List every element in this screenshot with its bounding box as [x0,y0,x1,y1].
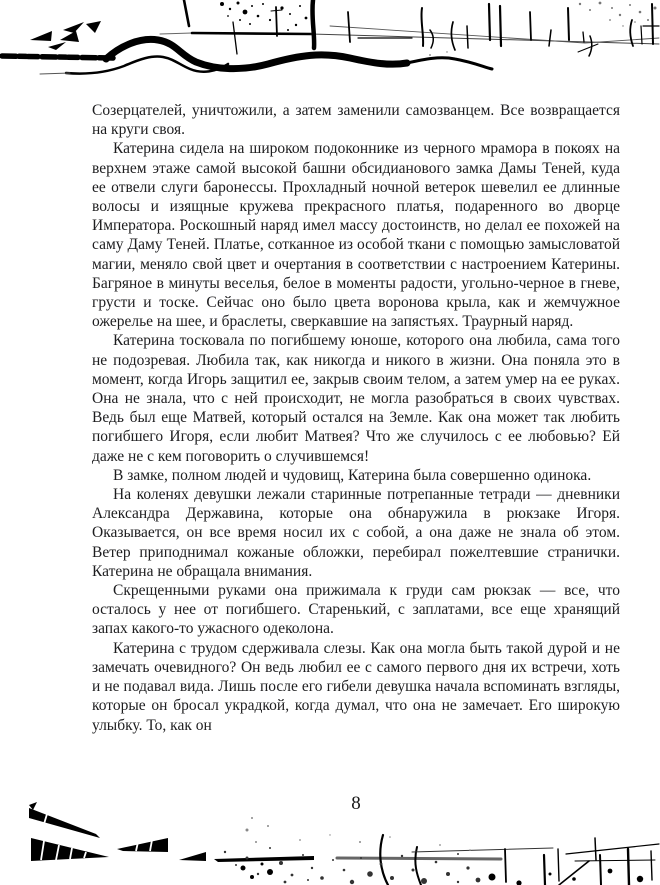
paragraph: На коленях девушки лежали старинные потрепанные тетради — дневники Александра Державина, которые она обнаружила в рюкзаке Игоря. Оказывается, он все время носил их с собой, а она даже не знала об этом. Ветер приподнимал кожаные обложки, перебирал пожелтевшие странички. Катерина не обращала внимания. [92,486,620,580]
paragraph: Катерина тосковала по погибшему юноше, которого она любила, сама того не подозревая. Любила так, как никогда и никого в жизни. Она поняла это в момент, когда Игорь защитил ее, закрыв своим телом, а затем умер на ее руках. Она не знала, что с ней происходит, не могла разобраться в своих чувствах. Ведь был еще Матвей, который остался на Земле. Как она может так любить погибшего Игоря, если любит Матвея? Что же случилось с ее любовью? Ей даже не с кем поговорить о случившемся! [92,332,620,465]
paragraph: Созерцателей, уничтожили, а затем заменили самозванцем. Все возвращается на круги своя. [92,102,620,139]
paragraph: Катерина сидела на широком подоконнике из черного мрамора в покоях на верхнем этаже самой высокой башни обсидианового замка Дамы Теней, куда ее отвели слуги баронессы. Прохладный ночной ветерок шевелил ее длинные волосы и изящные кружева прекрасного платья, подаренного во дворце Императора. Роскошный наряд имел массу достоинств, но делал ее похожей на саму Даму Теней. Платье, сотканное из особой ткани с помощью замысловатой магии, меняло свой цвет и очертания в соответствии с настроением Катерины. Багряное в минуты веселья, белое в моменты радости, угольно-черное в гневе, грусти и тоске. Сейчас оно было цвета воронова крыла, как и жемчужное ожерелье на шее, и браслеты, сверкавшие на запястьях. Траурный наряд. [92,140,620,331]
paragraph: Катерина с трудом сдерживала слезы. Как она могла быть такой дурой и не замечать очевидного? Он ведь любил ее с самого первого дня их встречи, хоть и не подавал вида. Лишь после его гибели девушка начала вспоминать взгляды, которые он бросал украдкой, когда думал, что она не замечает. Его широкую улыбку. То, как он [92,639,620,734]
brush-wave-icon [2,39,492,74]
scratch-frame-icon [337,835,659,885]
paragraph: Скрещенными руками она прижимала к груди сам рюкзак — все, что осталось у нее от погибшего. Старенький, с заплатами, все еще хранящий запах какого-то ужасного одеколона. [92,582,620,638]
wedge-slashes-icon [41,814,152,860]
page-text [92,101,620,735]
triangle-shards-icon [30,21,101,50]
ink-splatter-top-decoration [0,0,660,100]
paragraph: В замке, полном людей и чудовищ, Катерина была совершенно одинока. [113,466,592,484]
page-number: 8 [351,793,361,814]
splatter-dots-top-icon [220,2,657,56]
scratch-lines-icon [160,0,659,56]
splatter-dots-bottom-icon [224,817,643,885]
